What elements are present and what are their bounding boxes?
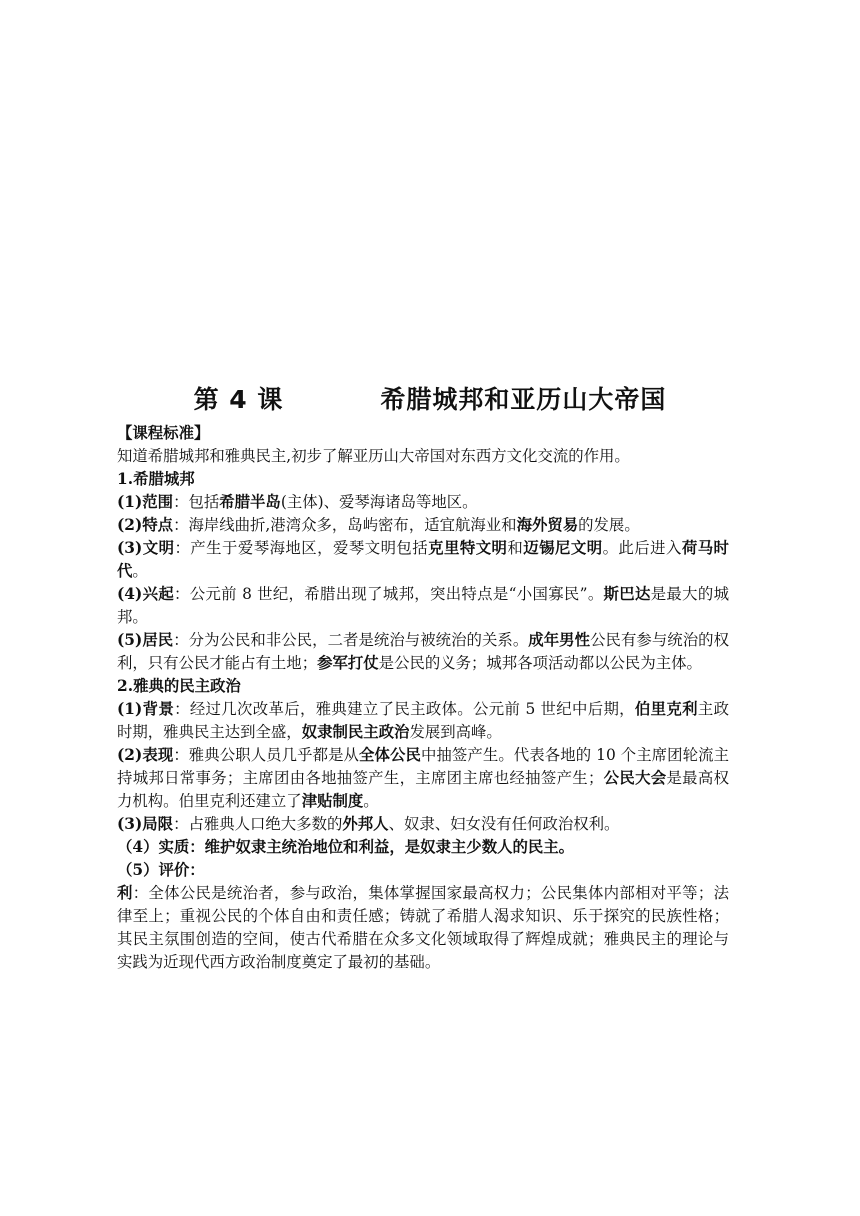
text-run: 。 — [363, 792, 379, 810]
bold-text: (4)兴起 — [117, 585, 175, 603]
bold-text: (3)文明 — [117, 539, 175, 557]
bold-text: (5)居民 — [117, 631, 174, 649]
page-title: 第 4 课 希腊城邦和亚历山大帝国 — [193, 385, 667, 414]
section-2-heading — [117, 675, 729, 698]
text-run: 。此后进入 — [602, 539, 682, 557]
section-1-heading — [117, 468, 729, 491]
text-run: 公民有参与统治的权利，只有公民才能占有土地； — [117, 631, 729, 672]
bold-text: 2.雅典的民主政治 — [117, 677, 241, 695]
bold-text: (1)范围 — [117, 493, 174, 511]
standard-text — [117, 445, 729, 468]
text-run: ：产生于爱琴海地区，爱琴文明包括 — [174, 539, 429, 557]
bold-text: (2)特点 — [117, 516, 174, 534]
text-run: ：全体公民是统治者，参与政治，集体掌握国家最高权力；公民集体内部相对平等；法律至上；重视公民的个体自由和责任感；铸就了希腊人渴求知识、乐于探究的民族性格；其民主氛围创造的空间，使古代希腊在众多文化领域取得了辉煌成就；雅典民主的理论与实践为近现代西方政治制度奠定了最初的基础。 — [117, 884, 729, 971]
text-run: ：公元前 8 世纪，希腊出现了城邦，突出特点是“小国寡民”。 — [174, 585, 604, 603]
bold-text: 海外贸易 — [516, 516, 579, 534]
bold-text: 利 — [117, 884, 133, 902]
bold-text: （5）评价： — [117, 861, 205, 879]
bold-text: 【课程标准】 — [117, 424, 210, 442]
bold-text: 津贴制度 — [301, 792, 364, 810]
text-run: (主体)、爱琴海诸岛等地区。 — [280, 493, 478, 511]
text-run: 主政时期，雅典民主达到全盛， — [117, 700, 729, 741]
bold-text: 迈锡尼文明 — [523, 539, 603, 557]
text-run: 知道希腊城邦和雅典民主,初步了解亚历山大帝国对东西方文化交流的作用。 — [117, 447, 630, 465]
bold-text: 全体公民 — [359, 746, 421, 764]
bold-text: (3)局限 — [117, 815, 174, 833]
bold-text: 斯巴达 — [603, 585, 651, 603]
item-1-2 — [117, 514, 729, 537]
text-run: ：雅典公职人员几乎都是从 — [173, 746, 360, 764]
evaluation-pro — [117, 882, 729, 974]
text-run: ：海岸线曲折,港湾众多，岛屿密布，适宜航海业和 — [173, 516, 517, 534]
bold-text: 希腊半岛 — [219, 493, 281, 511]
text-run: 是最大的城邦。 — [117, 585, 729, 626]
text-run: 是公民的义务；城邦各项活动都以公民为主体。 — [378, 654, 702, 672]
text-run: 中抽签产生。代表各地的 10 个主席团轮流主持城邦日常事务；主席团由各地抽签产生，主席团主席也经抽签产生； — [117, 746, 729, 787]
item-1-4 — [117, 583, 729, 629]
bold-text: 荷马时代 — [117, 539, 729, 580]
lesson-content — [117, 422, 729, 974]
text-run: ：包括 — [173, 493, 220, 511]
item-2-2 — [117, 744, 729, 813]
bold-text: 1.希腊城邦 — [117, 470, 195, 488]
text-run: ：经过几次改革后，雅典建立了民主政体。公元前 5 世纪中后期， — [174, 700, 635, 718]
text-run: 的发展。 — [578, 516, 640, 534]
text-run: 和 — [507, 539, 524, 557]
bold-text: 伯里克利 — [634, 700, 698, 718]
text-run: 、奴隶、妇女没有任何政治权利。 — [388, 815, 620, 833]
bold-text: 成年男性 — [528, 631, 591, 649]
item-1-3 — [117, 537, 729, 583]
bold-text: 公民大会 — [603, 769, 667, 787]
standard-heading — [117, 422, 729, 445]
text-run: ：分为公民和非公民，二者是统治与被统治的关系。 — [173, 631, 529, 649]
item-1-5 — [117, 629, 729, 675]
text-run: 发展到高峰。 — [409, 723, 502, 741]
bold-text: 外邦人 — [342, 815, 389, 833]
bold-text: (2)表现 — [117, 746, 174, 764]
bold-text: (1)背景 — [117, 700, 175, 718]
text-run: ：占雅典人口绝大多数的 — [173, 815, 343, 833]
item-1-1 — [117, 491, 729, 514]
bold-text: 奴隶制民主政治 — [301, 723, 410, 741]
item-2-1 — [117, 698, 729, 744]
item-2-4 — [117, 836, 729, 859]
text-run: 是最高权力机构。伯里克利还建立了 — [117, 769, 729, 810]
bold-text: 克里特文明 — [428, 539, 508, 557]
bold-text: 参军打仗 — [317, 654, 379, 672]
item-2-5 — [117, 859, 729, 882]
text-run: 。 — [132, 562, 148, 580]
item-2-3 — [117, 813, 729, 836]
bold-text: （4）实质：维护奴隶主统治地位和利益，是奴隶主少数人的民主。 — [117, 838, 575, 856]
